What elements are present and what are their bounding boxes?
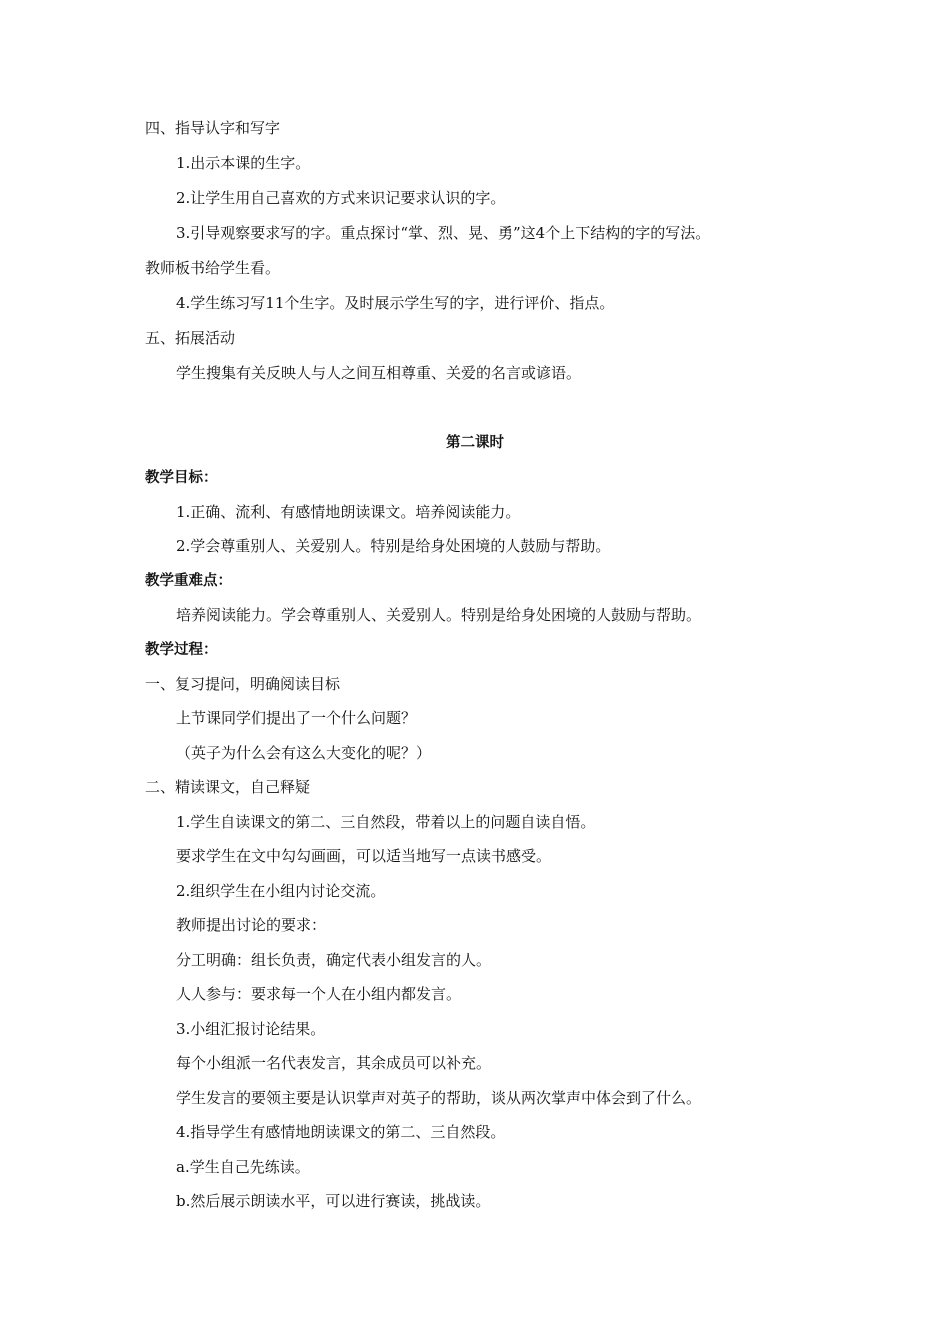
section-heading-part4: 四、指导认字和写字 <box>145 119 281 137</box>
list-item: 1.出示本课的生字。 <box>176 154 311 172</box>
list-item: 4.指导学生有感情地朗读课文的第二、三自然段。 <box>176 1123 506 1141</box>
list-item: 3.引导观察要求写的字。重点探讨“掌、烈、晃、勇”这4个上下结构的字的写法。 <box>176 224 711 242</box>
section-heading-step2: 二、精读课文，自己释疑 <box>145 778 311 796</box>
section-heading-step1: 一、复习提问，明确阅读目标 <box>145 675 341 693</box>
paragraph: 培养阅读能力。学会尊重别人、关爱别人。特别是给身处困境的人鼓励与帮助。 <box>176 606 702 624</box>
list-item: 4.学生练习写11个生字。及时展示学生写的字，进行评价、指点。 <box>176 294 615 312</box>
list-item-continuation: 教师板书给学生看。 <box>145 259 281 277</box>
list-item: 1.正确、流利、有感情地朗读课文。培养阅读能力。 <box>176 503 521 521</box>
key-points-label: 教学重难点： <box>145 573 232 589</box>
paragraph: 学生搜集有关反映人与人之间互相尊重、关爱的名言或谚语。 <box>176 364 582 382</box>
process-label: 教学过程： <box>145 642 218 658</box>
goals-label: 教学目标： <box>145 470 218 486</box>
paragraph: （英子为什么会有这么大变化的呢？） <box>176 744 432 762</box>
lesson-title: 第二课时 <box>446 435 504 451</box>
paragraph: 分工明确：组长负责，确定代表小组发言的人。 <box>176 951 492 969</box>
list-item: 2.学会尊重别人、关爱别人。特别是给身处困境的人鼓励与帮助。 <box>176 537 611 555</box>
paragraph: 人人参与：要求每一个人在小组内都发言。 <box>176 985 462 1003</box>
list-item: 3.小组汇报讨论结果。 <box>176 1020 326 1038</box>
paragraph: 要求学生在文中勾勾画画，可以适当地写一点读书感受。 <box>176 847 552 865</box>
list-item: 2.组织学生在小组内讨论交流。 <box>176 882 386 900</box>
list-item: b.然后展示朗读水平，可以进行赛读，挑战读。 <box>176 1192 491 1210</box>
list-item: a.学生自己先练读。 <box>176 1158 310 1176</box>
list-item: 2.让学生用自己喜欢的方式来识记要求认识的字。 <box>176 189 506 207</box>
paragraph: 教师提出讨论的要求： <box>176 916 327 934</box>
list-item: 1.学生自读课文的第二、三自然段，带着以上的问题自读自悟。 <box>176 813 596 831</box>
paragraph: 学生发言的要领主要是认识掌声对英子的帮助，谈从两次掌声中体会到了什么。 <box>176 1089 702 1107</box>
section-heading-part5: 五、拓展活动 <box>145 329 236 347</box>
paragraph: 上节课同学们提出了一个什么问题？ <box>176 709 417 727</box>
paragraph: 每个小组派一名代表发言，其余成员可以补充。 <box>176 1054 492 1072</box>
